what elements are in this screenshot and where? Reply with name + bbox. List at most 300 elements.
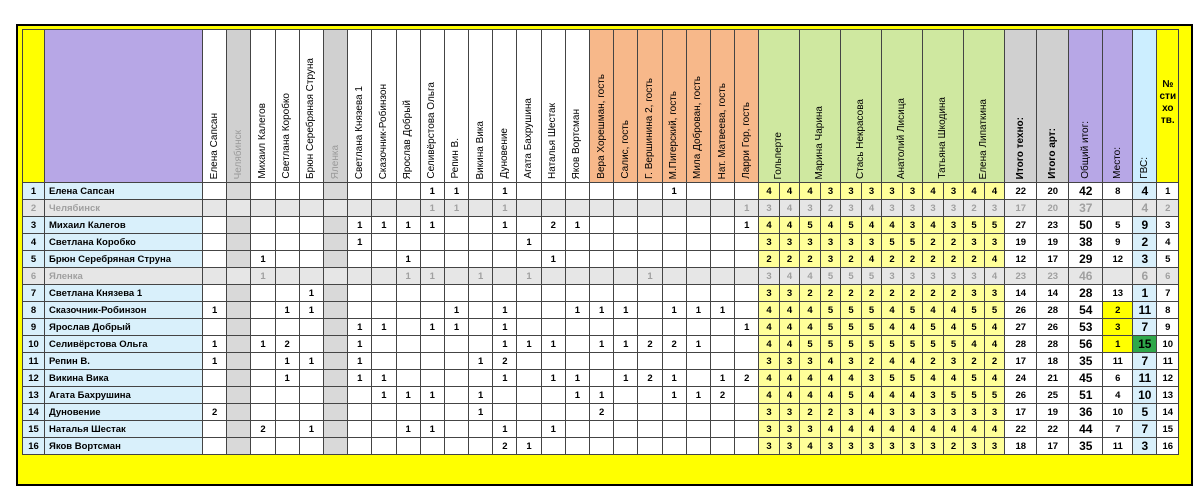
score-cell	[638, 234, 662, 251]
score-cell: 1	[396, 268, 420, 285]
table-row	[23, 217, 1179, 234]
row-name: Михаил Калегов	[45, 217, 203, 234]
jury-score: 2	[902, 251, 923, 268]
score-cell	[565, 353, 589, 370]
score-cell: 1	[420, 319, 444, 336]
total-3: 35	[1069, 438, 1103, 455]
score-cell: 1	[420, 183, 444, 200]
jury-score: 4	[984, 251, 1005, 268]
score-cell	[710, 319, 734, 336]
total-4: 6	[1103, 370, 1133, 387]
score-cell: 1	[541, 421, 565, 438]
jury-score: 3	[923, 438, 944, 455]
row-name: Наталья Шестак	[45, 421, 203, 438]
score-cell	[420, 438, 444, 455]
score-cell	[348, 251, 372, 268]
jury-score: 3	[759, 404, 780, 421]
row-number: 7	[23, 285, 45, 302]
jury-score: 3	[902, 404, 923, 421]
score-cell	[517, 200, 541, 217]
score-cell	[590, 234, 614, 251]
score-cell	[590, 200, 614, 217]
score-cell	[275, 234, 299, 251]
score-cell	[396, 404, 420, 421]
score-cell	[444, 285, 468, 302]
score-cell	[420, 353, 444, 370]
jury-score: 4	[902, 319, 923, 336]
score-cell	[275, 319, 299, 336]
total-2: 23	[1037, 268, 1069, 285]
score-cell: 1	[686, 387, 710, 404]
score-cell	[638, 217, 662, 234]
score-cell	[710, 353, 734, 370]
jury-score: 5	[841, 336, 862, 353]
score-cell	[638, 421, 662, 438]
jury-score: 4	[902, 421, 923, 438]
score-cell	[203, 234, 227, 251]
jury-score: 2	[943, 234, 964, 251]
total-6: 1	[1157, 183, 1179, 200]
total-6: 15	[1157, 421, 1179, 438]
total-3: 38	[1069, 234, 1103, 251]
header-participant-8	[372, 30, 396, 183]
table-row	[23, 336, 1179, 353]
jury-score: 3	[800, 234, 821, 251]
score-cell	[444, 251, 468, 268]
score-cell	[614, 217, 638, 234]
score-cell	[517, 302, 541, 319]
header-guest-3	[638, 30, 662, 183]
score-cell	[686, 251, 710, 268]
score-cell	[372, 234, 396, 251]
score-cell: 1	[686, 302, 710, 319]
score-cell	[348, 302, 372, 319]
score-cell	[323, 387, 347, 404]
header-guest-4-label: М.Пигерский, гость	[668, 90, 680, 179]
score-cell: 1	[372, 217, 396, 234]
score-cell	[323, 268, 347, 285]
row-name: Репин В.	[45, 353, 203, 370]
jury-score: 3	[882, 268, 903, 285]
jury-score: 5	[964, 387, 985, 404]
total-6: 7	[1157, 285, 1179, 302]
row-name: Ярослав Добрый	[45, 319, 203, 336]
jury-score: 3	[964, 234, 985, 251]
score-cell	[444, 370, 468, 387]
score-cell	[227, 353, 251, 370]
score-cell	[710, 404, 734, 421]
score-cell	[227, 370, 251, 387]
score-cell: 1	[348, 370, 372, 387]
jury-score: 4	[759, 387, 780, 404]
jury-score: 5	[882, 370, 903, 387]
jury-score: 5	[964, 319, 985, 336]
score-cell: 1	[444, 200, 468, 217]
total-1: 22	[1005, 183, 1037, 200]
jury-score: 3	[841, 404, 862, 421]
total-4: 13	[1103, 285, 1133, 302]
header-participant-3-label: Михаил Калегов	[256, 103, 268, 179]
score-cell	[299, 319, 323, 336]
jury-score: 4	[779, 336, 800, 353]
total-1: 24	[1005, 370, 1037, 387]
jury-score: 3	[882, 438, 903, 455]
total-6: 10	[1157, 336, 1179, 353]
score-cell	[614, 353, 638, 370]
score-cell	[735, 183, 759, 200]
jury-score: 3	[902, 200, 923, 217]
score-cell: 1	[251, 251, 275, 268]
jury-score: 4	[984, 336, 1005, 353]
score-cell: 2	[275, 336, 299, 353]
jury-score: 3	[759, 421, 780, 438]
score-cell	[323, 217, 347, 234]
header-participant-12-label: Викина Вика	[474, 120, 486, 179]
score-cell	[227, 183, 251, 200]
score-cell	[251, 387, 275, 404]
score-cell	[541, 353, 565, 370]
score-cell: 1	[493, 319, 517, 336]
score-cell	[469, 234, 493, 251]
jury-score: 3	[841, 234, 862, 251]
score-cell	[686, 285, 710, 302]
score-cell	[227, 336, 251, 353]
score-cell	[710, 217, 734, 234]
score-cell	[638, 387, 662, 404]
header-total-6	[1157, 30, 1179, 183]
jury-score: 4	[820, 387, 841, 404]
score-cell	[614, 268, 638, 285]
score-cell: 1	[251, 336, 275, 353]
jury-score: 3	[820, 251, 841, 268]
jury-score: 4	[964, 421, 985, 438]
total-4: 1	[1103, 336, 1133, 353]
total-4: 7	[1103, 421, 1133, 438]
header-jury-2-label: Марина Чарина	[814, 105, 826, 179]
total-1: 23	[1005, 268, 1037, 285]
score-cell	[299, 200, 323, 217]
score-cell	[638, 353, 662, 370]
score-cell: 1	[710, 302, 734, 319]
jury-score: 3	[779, 353, 800, 370]
header-guest-6-label: Нат. Матвеева, гость	[716, 82, 728, 179]
header-participant-6	[323, 30, 347, 183]
score-cell	[614, 200, 638, 217]
table-row	[23, 268, 1179, 285]
score-cell	[710, 285, 734, 302]
jury-score: 2	[759, 251, 780, 268]
score-cell: 1	[493, 183, 517, 200]
score-cell	[493, 234, 517, 251]
score-cell	[469, 217, 493, 234]
score-cell	[710, 183, 734, 200]
row-name: Елена Сапсан	[45, 183, 203, 200]
score-cell: 1	[396, 217, 420, 234]
jury-score: 2	[800, 251, 821, 268]
score-cell: 1	[686, 336, 710, 353]
table-row	[23, 370, 1179, 387]
jury-score: 2	[902, 285, 923, 302]
jury-score: 5	[984, 217, 1005, 234]
jury-score: 5	[800, 336, 821, 353]
jury-score: 3	[964, 404, 985, 421]
jury-score: 2	[882, 251, 903, 268]
jury-score: 4	[779, 319, 800, 336]
jury-score: 2	[841, 285, 862, 302]
score-cell	[590, 370, 614, 387]
score-cell	[251, 370, 275, 387]
header-guest-6	[710, 30, 734, 183]
total-4: 8	[1103, 183, 1133, 200]
jury-score: 3	[943, 268, 964, 285]
score-cell	[614, 234, 638, 251]
score-cell	[565, 404, 589, 421]
score-cell: 1	[348, 217, 372, 234]
row-number: 6	[23, 268, 45, 285]
score-cell	[299, 268, 323, 285]
jury-score: 3	[923, 200, 944, 217]
header-jury-1-label: Гольперте	[773, 131, 785, 179]
jury-score: 2	[984, 353, 1005, 370]
total-5: 11	[1133, 302, 1157, 319]
score-cell	[735, 336, 759, 353]
score-cell: 1	[251, 268, 275, 285]
jury-score: 3	[779, 404, 800, 421]
score-cell	[348, 183, 372, 200]
header-participant-3	[251, 30, 275, 183]
score-cell	[372, 285, 396, 302]
jury-score: 4	[943, 370, 964, 387]
row-number: 4	[23, 234, 45, 251]
score-cell	[614, 251, 638, 268]
score-cell	[251, 200, 275, 217]
score-cell	[662, 421, 686, 438]
header-guest-2	[614, 30, 638, 183]
header-jury-1	[759, 30, 800, 183]
score-cell	[710, 268, 734, 285]
score-cell	[735, 404, 759, 421]
jury-score: 4	[984, 183, 1005, 200]
total-5: 10	[1133, 387, 1157, 404]
score-cell	[469, 183, 493, 200]
jury-score: 3	[841, 353, 862, 370]
score-cell	[348, 421, 372, 438]
total-3: 45	[1069, 370, 1103, 387]
header-guest-5	[686, 30, 710, 183]
score-cell: 1	[420, 421, 444, 438]
header-participant-5-label: Брюн Серебряная Струна	[305, 58, 317, 179]
score-cell	[203, 268, 227, 285]
header-guest-7-label: Ларри Гор, гость	[740, 102, 752, 179]
jury-score: 5	[861, 302, 882, 319]
score-cell	[275, 217, 299, 234]
row-number: 11	[23, 353, 45, 370]
score-cell: 1	[735, 319, 759, 336]
jury-score: 5	[964, 302, 985, 319]
total-5: 4	[1133, 183, 1157, 200]
score-cell	[372, 268, 396, 285]
score-cell	[372, 251, 396, 268]
jury-score: 3	[779, 234, 800, 251]
header-total-3-label: Общий итог:	[1079, 121, 1091, 179]
total-5: 4	[1133, 200, 1157, 217]
header-total-4	[1103, 30, 1133, 183]
score-cell: 1	[299, 285, 323, 302]
header-participant-2-label: Челябинск	[232, 129, 244, 179]
jury-score: 4	[923, 421, 944, 438]
score-cell: 1	[638, 268, 662, 285]
score-cell	[517, 353, 541, 370]
total-1: 22	[1005, 421, 1037, 438]
jury-score: 3	[800, 421, 821, 438]
total-2: 20	[1037, 183, 1069, 200]
score-cell	[735, 234, 759, 251]
total-2: 22	[1037, 421, 1069, 438]
score-cell: 1	[662, 370, 686, 387]
jury-score: 2	[820, 404, 841, 421]
header-participant-1-label: Елена Сапсан	[208, 112, 220, 179]
jury-score: 3	[800, 200, 821, 217]
total-1: 27	[1005, 217, 1037, 234]
score-cell	[396, 200, 420, 217]
table-row	[23, 251, 1179, 268]
score-cell: 2	[662, 336, 686, 353]
jury-score: 3	[861, 370, 882, 387]
jury-score: 3	[902, 268, 923, 285]
jury-score: 3	[861, 234, 882, 251]
jury-score: 3	[923, 387, 944, 404]
score-cell	[396, 302, 420, 319]
total-1: 17	[1005, 353, 1037, 370]
jury-score: 4	[759, 336, 780, 353]
total-4: 3	[1103, 319, 1133, 336]
score-cell	[299, 183, 323, 200]
score-cell	[686, 268, 710, 285]
score-cell: 1	[420, 200, 444, 217]
jury-score: 4	[964, 183, 985, 200]
total-4: 2	[1103, 302, 1133, 319]
row-number: 10	[23, 336, 45, 353]
header-participant-8-label: Сказочник-Робинзон	[377, 83, 389, 179]
jury-score: 3	[779, 421, 800, 438]
total-2: 28	[1037, 336, 1069, 353]
header-guest-1	[590, 30, 614, 183]
score-cell	[735, 285, 759, 302]
score-cell: 1	[469, 353, 493, 370]
score-cell	[662, 285, 686, 302]
score-cell: 1	[299, 302, 323, 319]
score-cell	[565, 319, 589, 336]
jury-score: 4	[923, 183, 944, 200]
score-cell	[614, 438, 638, 455]
score-cell	[203, 319, 227, 336]
jury-score: 5	[923, 319, 944, 336]
score-cell	[686, 217, 710, 234]
score-cell	[203, 421, 227, 438]
jury-score: 5	[841, 268, 862, 285]
total-1: 26	[1005, 387, 1037, 404]
jury-score: 2	[923, 251, 944, 268]
total-5: 5	[1133, 404, 1157, 421]
score-cell	[710, 251, 734, 268]
jury-score: 3	[923, 268, 944, 285]
total-4: 12	[1103, 251, 1133, 268]
score-cell: 2	[710, 387, 734, 404]
score-cell	[638, 183, 662, 200]
header-total-2	[1037, 30, 1069, 183]
jury-score: 3	[882, 404, 903, 421]
score-cell	[323, 353, 347, 370]
score-cell: 1	[735, 217, 759, 234]
jury-score: 3	[984, 404, 1005, 421]
jury-score: 4	[820, 421, 841, 438]
total-1: 19	[1005, 234, 1037, 251]
score-cell	[251, 183, 275, 200]
row-number: 15	[23, 421, 45, 438]
row-name: Викина Вика	[45, 370, 203, 387]
total-3: 51	[1069, 387, 1103, 404]
header-participant-6-label: Яленка	[329, 144, 341, 179]
row-name: Яков Вортсман	[45, 438, 203, 455]
score-cell	[541, 404, 565, 421]
jury-score: 4	[759, 370, 780, 387]
score-cell	[590, 183, 614, 200]
jury-score: 2	[779, 251, 800, 268]
score-cell	[323, 319, 347, 336]
score-cell	[638, 302, 662, 319]
jury-score: 3	[964, 285, 985, 302]
row-number: 1	[23, 183, 45, 200]
score-cell	[735, 421, 759, 438]
jury-score: 4	[861, 251, 882, 268]
score-cell	[735, 387, 759, 404]
score-cell	[275, 200, 299, 217]
score-cell	[372, 421, 396, 438]
score-cell: 1	[420, 387, 444, 404]
score-cell	[227, 285, 251, 302]
score-cell	[251, 404, 275, 421]
score-cell	[662, 268, 686, 285]
score-cell	[493, 404, 517, 421]
header-name	[45, 30, 203, 183]
jury-score: 3	[984, 285, 1005, 302]
score-cell	[735, 353, 759, 370]
score-cell: 1	[493, 200, 517, 217]
jury-score: 3	[759, 438, 780, 455]
score-cell	[323, 251, 347, 268]
score-cell	[203, 387, 227, 404]
jury-score: 5	[902, 370, 923, 387]
score-cell	[203, 370, 227, 387]
jury-score: 4	[779, 268, 800, 285]
score-cell	[686, 404, 710, 421]
header-participant-9	[396, 30, 420, 183]
total-5: 15	[1133, 336, 1157, 353]
total-5: 6	[1133, 268, 1157, 285]
score-cell: 1	[541, 370, 565, 387]
header-participant-13	[493, 30, 517, 183]
header-participant-12	[469, 30, 493, 183]
score-cell	[444, 387, 468, 404]
score-cell	[372, 200, 396, 217]
score-cell: 1	[662, 387, 686, 404]
score-cell	[541, 438, 565, 455]
score-cell	[638, 200, 662, 217]
score-cell	[203, 183, 227, 200]
header-participant-15-label: Наталья Шестак	[547, 103, 559, 179]
score-cell: 1	[565, 370, 589, 387]
score-cell: 2	[493, 438, 517, 455]
